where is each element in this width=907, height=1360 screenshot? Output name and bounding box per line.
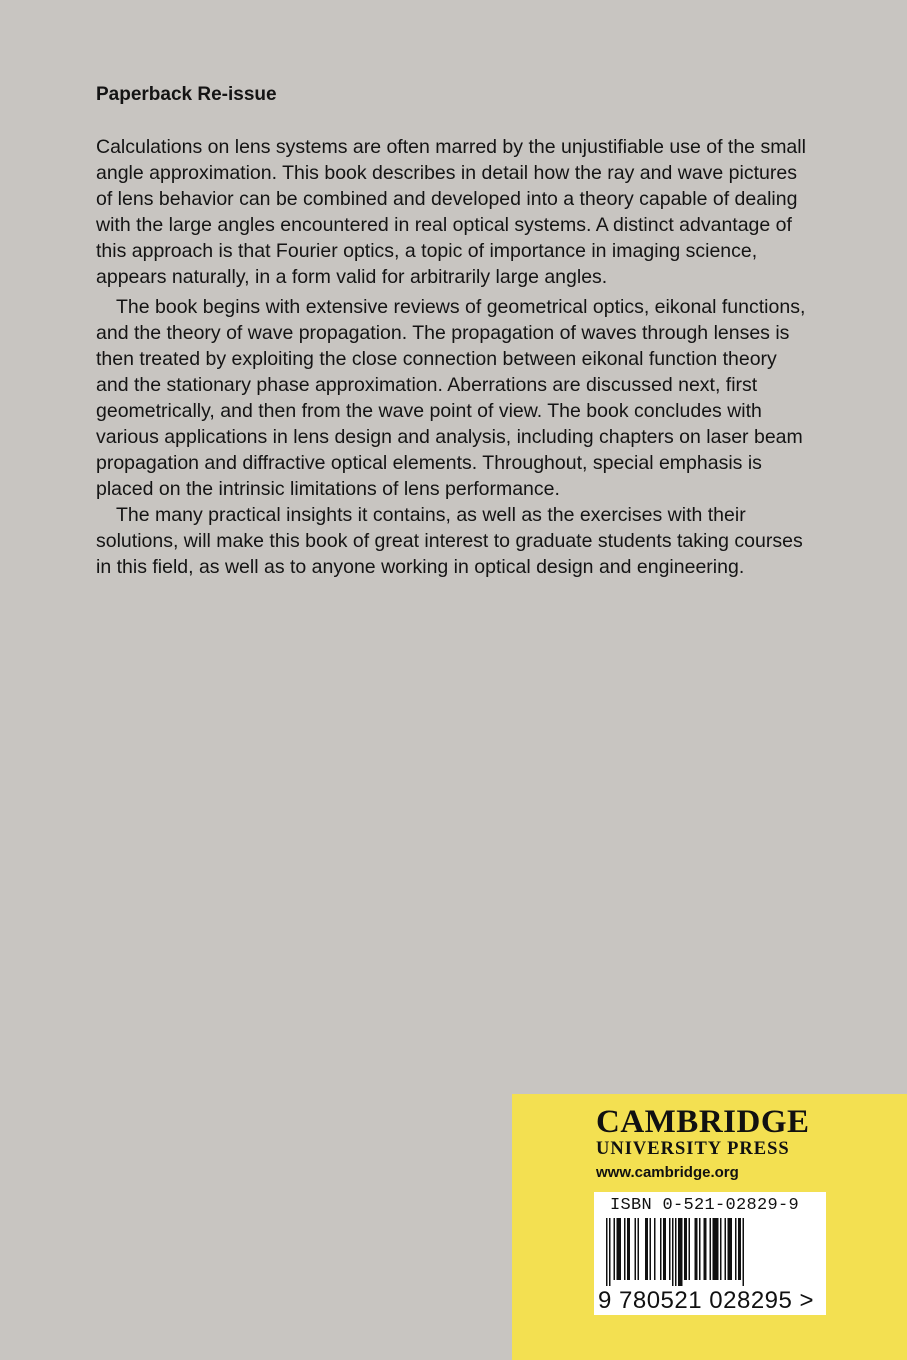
blurb (96, 134, 814, 580)
barcode-bar (606, 1218, 608, 1286)
barcode-bar (710, 1218, 712, 1280)
barcode-bar (654, 1218, 656, 1280)
barcode-bar (678, 1218, 683, 1286)
barcode-bar (735, 1218, 737, 1280)
barcode-bar (704, 1218, 707, 1280)
isbn-label: ISBN 0-521-02829-9 (610, 1196, 800, 1215)
barcode-bar (672, 1218, 674, 1286)
publisher-url: www.cambridge.org (596, 1164, 739, 1181)
barcode-bar (689, 1218, 691, 1280)
cover-heading: Paperback Re-issue (96, 84, 277, 105)
barcode-bar (728, 1218, 733, 1280)
ean-number: 9 780521 028295 > (598, 1287, 815, 1314)
barcode-bar (699, 1218, 701, 1280)
barcode-bar (743, 1218, 745, 1286)
barcode-bar (650, 1218, 652, 1280)
barcode-bar (738, 1218, 741, 1280)
barcode-bar (614, 1218, 616, 1280)
barcode-bar (725, 1218, 727, 1280)
barcode-bar (617, 1218, 622, 1280)
barcode-bar (627, 1218, 630, 1280)
publisher-subname: UNIVERSITY PRESS (596, 1139, 790, 1159)
barcode-bar (669, 1218, 671, 1280)
barcode-bar (645, 1218, 648, 1280)
barcode-bar (609, 1218, 611, 1286)
barcode-bar (684, 1218, 687, 1280)
publisher-name: CAMBRIDGE (596, 1104, 810, 1140)
blurb-paragraph-3: The many practical insights it contains, as well as the exercises with their solutions, will make this book of great interest to graduate students taking courses in this field, as well as to anyone working in optical design and engineering. (96, 504, 803, 578)
barcode-icon (606, 1218, 814, 1286)
barcode-bar (695, 1218, 698, 1280)
barcode-bar (663, 1218, 666, 1280)
barcode-bar (635, 1218, 637, 1280)
barcode-bar (720, 1218, 722, 1280)
barcode-bar (660, 1218, 662, 1280)
publisher-box (512, 1094, 907, 1360)
blurb-paragraph-1: Calculations on lens systems are often marred by the unjustifiable use of the small angle approximation. This book describes in detail how the ray and wave pictures of lens behavior can be combined and developed into a theory capable of dealing with the large angles encountered in real optical systems. A distinct advantage of this approach is that Fourier optics, a topic of importance in imaging science, appears naturally, in a form valid for arbitrarily large angles. (96, 136, 806, 288)
barcode-bar (675, 1218, 677, 1286)
barcode-bar (713, 1218, 719, 1280)
barcode-bar (624, 1218, 626, 1280)
blurb-paragraph-2: The book begins with extensive reviews of geometrical optics, eikonal functions, and the theory of wave propagation. The propagation of waves through lenses is then treated by exploiting the close connection between eikonal function theory and the stationary phase approximation. Aberrations are discussed next, first geometrically, and then from the wave point of view. The book concludes with various applications in lens design and analysis, including chapters on laser beam propagation and diffractive optical elements. Throughout, special emphasis is placed on the intrinsic limitations of lens performance. (96, 296, 806, 500)
barcode-area (594, 1192, 826, 1315)
barcode-bar (638, 1218, 640, 1280)
